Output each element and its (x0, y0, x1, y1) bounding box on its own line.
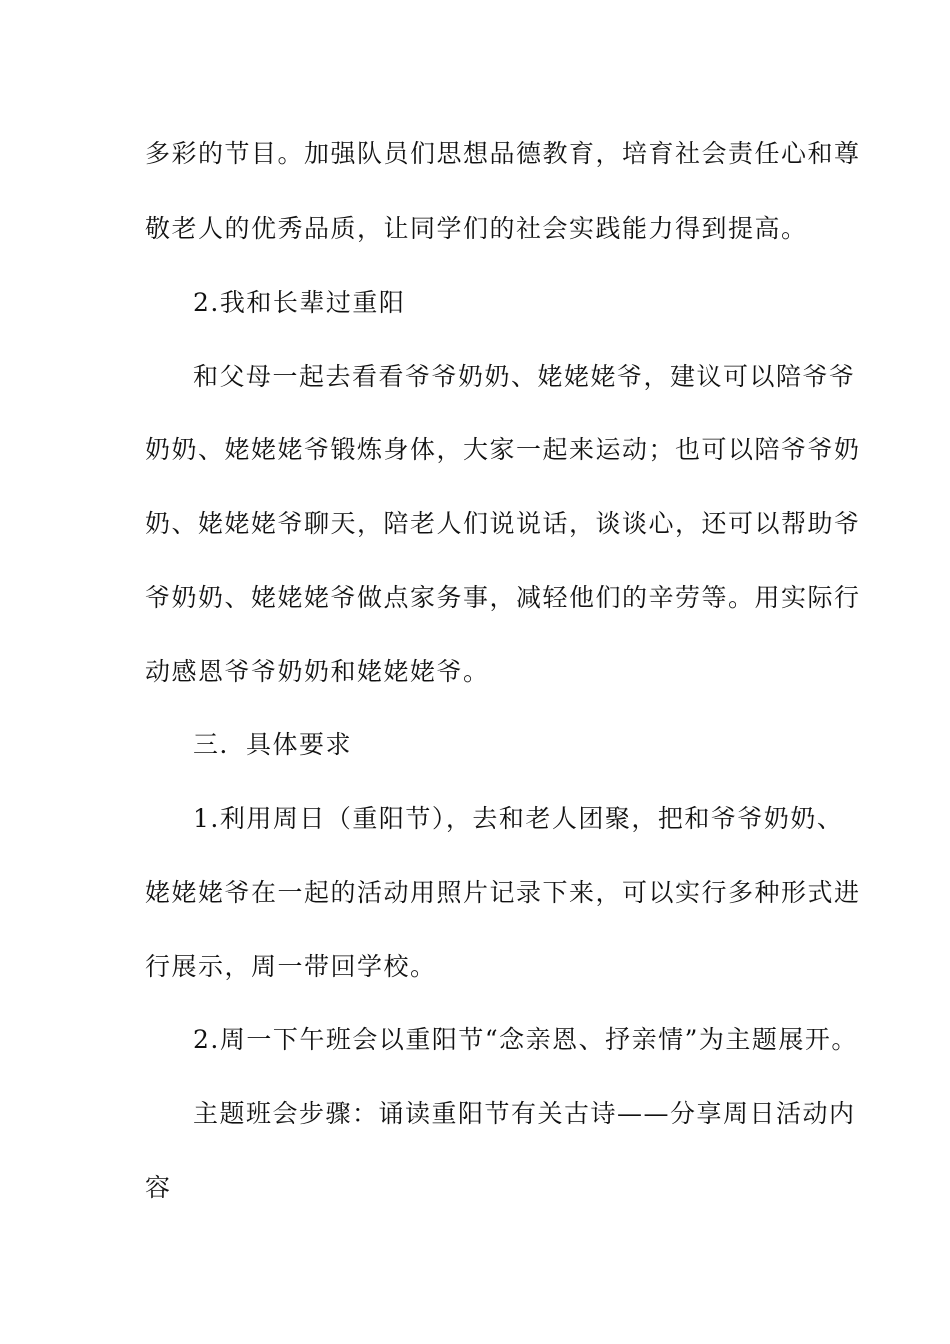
text-line: 动感恩爷爷奶奶和姥姥姥爷。 (145, 657, 490, 686)
section-heading: 2.我和长辈过重阳 (193, 288, 406, 317)
text-line: 2.周一下午班会以重阳节“念亲恩、抒亲情”为主题展开。 (193, 1025, 858, 1054)
text-line: 爷奶奶、姥姥姥爷做点家务事，减轻他们的辛劳等。用实际行 (145, 583, 861, 612)
text-line: 多彩的节目。加强队员们思想品德教育，培育社会责任心和尊 (145, 139, 861, 168)
section-heading: 三．具体要求 (193, 730, 353, 759)
text-line: 敬老人的优秀品质，让同学们的社会实践能力得到提高。 (145, 214, 808, 243)
text-line: 姥姥姥爷在一起的活动用照片记录下来，可以实行多种形式进 (145, 878, 861, 907)
text-line: 行展示，周一带回学校。 (145, 952, 437, 981)
text-line: 1.利用周日（重阳节），去和老人团聚，把和爷爷奶奶、 (193, 804, 844, 833)
text-line: 和父母一起去看看爷爷奶奶、姥姥姥爷，建议可以陪爷爷 (193, 362, 856, 391)
text-line: 主题班会步骤：诵读重阳节有关古诗——分享周日活动内 (193, 1099, 856, 1128)
text-line: 奶奶、姥姥姥爷锻炼身体，大家一起来运动；也可以陪爷爷奶 (145, 435, 861, 464)
text-line: 容 (145, 1173, 172, 1202)
text-line: 奶、姥姥姥爷聊天，陪老人们说说话，谈谈心，还可以帮助爷 (145, 509, 861, 538)
